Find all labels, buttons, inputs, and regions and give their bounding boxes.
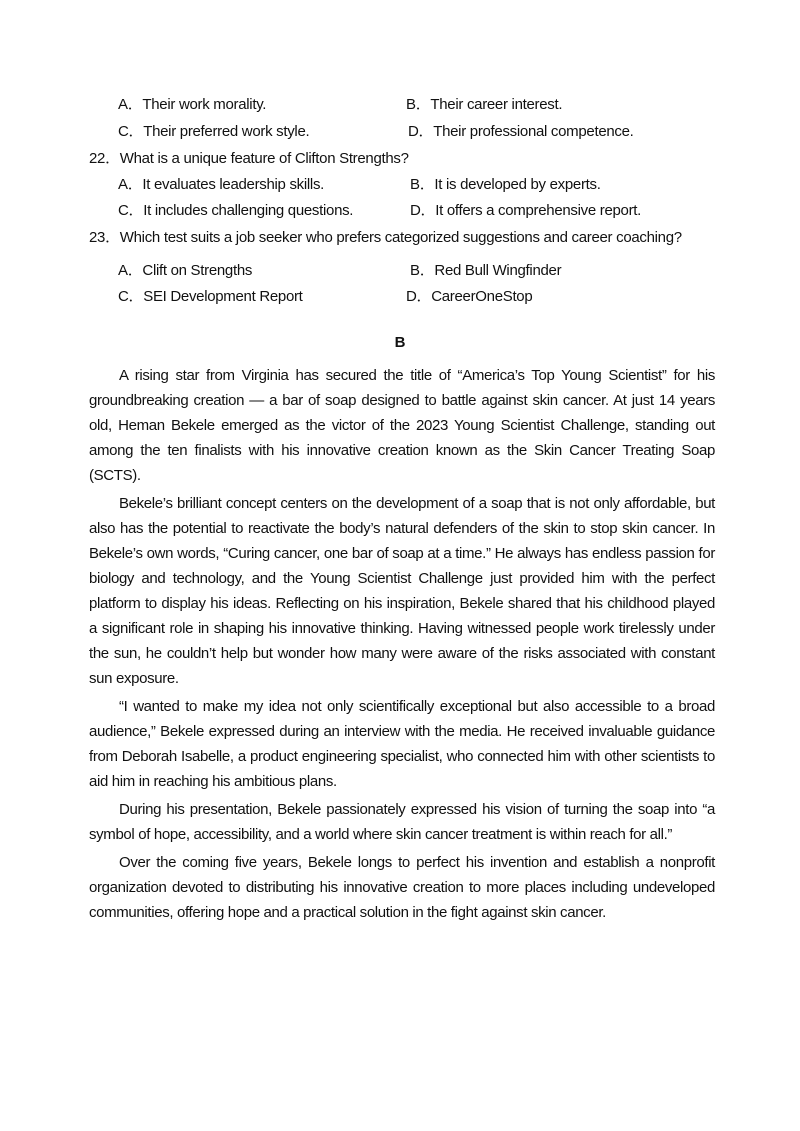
q23-option-c: C．SEI Development Report [118, 288, 303, 305]
q23-option-d: D．CareerOneStop [406, 288, 533, 305]
q21-option-c: C．Their preferred work style. [118, 123, 310, 140]
passage-paragraph-4: During his presentation, Bekele passionately expressed his vision of turning the soap into “a symbol of hope, accessibility, and a world where skin cancer treatment is within reach for all.” [89, 801, 715, 843]
passage-paragraph-3: “I wanted to make my idea not only scientifically exceptional but also accessible to a broad audience,” Bekele expressed during an interview with the media. He received invaluable guidance from Deborah Isabelle, a product engineering specialist, who connected him with other scientists to aid him in reaching his ambitious plans. [89, 698, 715, 790]
q22-option-b: B．It is developed by experts. [410, 176, 601, 193]
q21-option-d: D．Their professional competence. [408, 123, 634, 140]
q22-option-d: D．It offers a comprehensive report. [410, 202, 641, 219]
q21-option-a: A．Their work morality. [118, 96, 267, 113]
passage-paragraph-5: Over the coming five years, Bekele longs to perfect his invention and establish a nonprofit organization devoted to distributing his innovative creation to more places including undeveloped communities, offering hope and a practical solution in the fight against skin cancer. [89, 854, 715, 921]
passage-paragraph-1: A rising star from Virginia has secured the title of “America’s Top Young Scientist” for his groundbreaking creation — a bar of soap designed to battle against skin cancer. At just 14 years old, Heman Bekele emerged as the victor of the 2023 Young Scientist Challenge, standing out among the ten finalists with his innovative creation known as the Skin Cancer Treating Soap (SCTS). [89, 367, 715, 484]
reading-passage [89, 363, 715, 928]
q23-option-b: B．Red Bull Wingfinder [410, 262, 562, 279]
passage-paragraph-2: Bekele’s brilliant concept centers on the development of a soap that is not only affordable, but also has the potential to reactivate the body’s natural defenders of the skin to stop skin cancer. In Bekele’s own words, “Curing cancer, one bar of soap at a time.” He always has endless passion for biology and technology, and the Young Scientist Challenge just provided him with the perfect platform to display his ideas. Reflecting on his inspiration, Bekele shared that his childhood played a significant role in shaping his innovative thinking. Having witnessed people work tirelessly under the sun, he couldn’t help but wonder how many were aware of the risks associated with constant sun exposure. [89, 495, 715, 687]
q22-option-a: A．It evaluates leadership skills. [118, 176, 325, 193]
q23-stem: 23．Which test suits a job seeker who prefers categorized suggestions and career coaching? [89, 229, 682, 246]
q21-option-b: B．Their career interest. [406, 96, 563, 113]
q22-stem: 22．What is a unique feature of Clifton Strengths? [89, 150, 409, 167]
q22-option-c: C．It includes challenging questions. [118, 202, 354, 219]
section-b-heading: B [394, 334, 406, 351]
q23-option-a: A．Clift on Strengths [118, 262, 253, 279]
